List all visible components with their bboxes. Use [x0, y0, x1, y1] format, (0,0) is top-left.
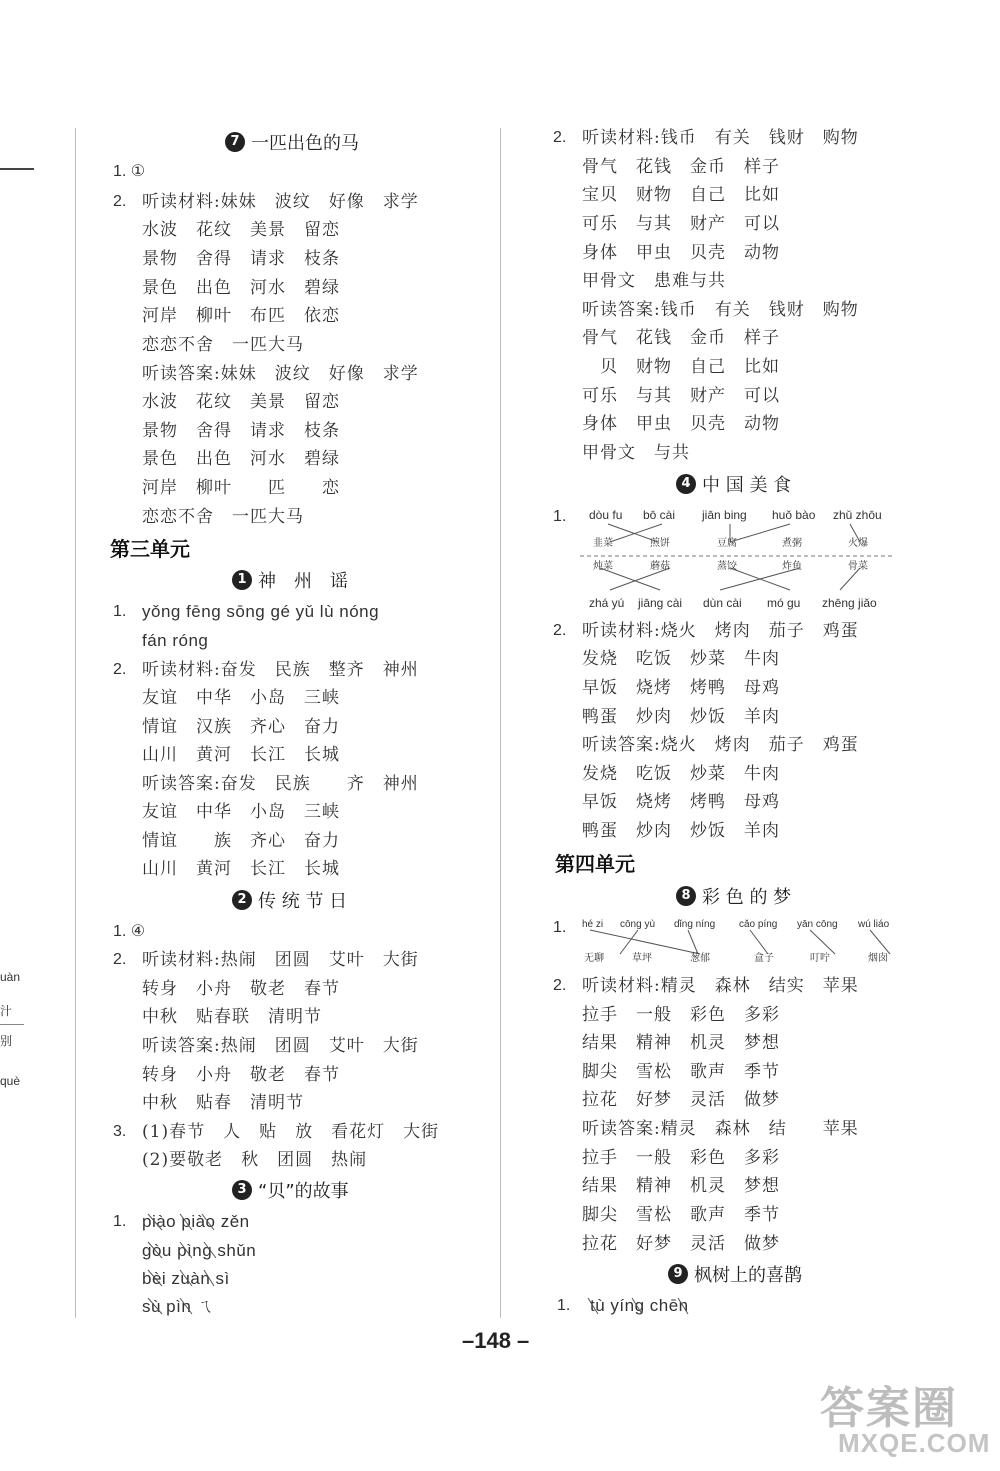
answer-line: 情谊 汉族 齐心 奋力 — [142, 717, 340, 737]
answer-line: 听读答案:烧火 烤肉 茄子 鸡蛋 — [582, 735, 859, 755]
pinyin-bottom: zhēng jiǎo — [822, 596, 877, 610]
pinyin-top: huǒ bào — [772, 508, 816, 522]
pinyin-correction-marks — [586, 1292, 726, 1320]
watermark-logo: 答案圈 — [820, 1383, 958, 1434]
answer-line: 友谊 中华 小岛 三峡 — [142, 688, 340, 708]
answer-line: 鸭蛋 炒肉 炒饭 羊肉 — [582, 821, 780, 841]
answer-line: 宝贝 财物 自己 比如 — [582, 185, 780, 205]
word-bottom: 草坪 — [632, 953, 652, 964]
section-title-3 — [232, 1180, 349, 1204]
pinyin-bottom: dùn cài — [703, 596, 742, 610]
word-top: 豆腐 — [717, 538, 737, 549]
edge-rule-mid — [0, 1024, 24, 1025]
answer-line: 水波 花纹 美景 留恋 — [142, 392, 340, 412]
section-title-text: 彩 色 的 梦 — [702, 887, 792, 908]
section-title-text: “贝”的故事 — [258, 1181, 349, 1202]
pinyin-top: wú liáo — [858, 919, 890, 930]
answer-line: 早饭 烧烤 烤鸭 母鸡 — [582, 792, 780, 812]
page-number: –148 – — [462, 1328, 530, 1353]
pinyin-answer: yǒng fēng sōng gé yǔ lù nóng — [142, 602, 380, 621]
item-number: 2. — [113, 951, 127, 968]
pinyin-bottom: jiāng cài — [638, 596, 683, 610]
word-bottom: 叮咛 — [810, 953, 830, 964]
matching-lines — [580, 928, 900, 960]
word-top: 煮粥 — [782, 538, 802, 549]
pinyin-top: dòu fu — [589, 508, 623, 522]
answer-line: 发烧 吃饭 炒菜 牛肉 — [582, 764, 780, 784]
answer-line: 听读答案:钱币 有关 钱财 购物 — [582, 300, 859, 320]
unit-heading: 第三单元 — [110, 537, 190, 561]
pinyin-answer: piào piào zěn — [142, 1212, 250, 1231]
answer-line: 可乐 与其 财产 可以 — [582, 386, 780, 406]
word-bottom: 葱郁 — [690, 953, 710, 964]
column-divider-center — [500, 128, 501, 1318]
item-number: 2. — [553, 622, 567, 639]
item-number: 3. — [113, 1123, 127, 1140]
answer-line: 早饭 烧烤 烤鸭 母鸡 — [582, 678, 780, 698]
section-title-1 — [232, 570, 348, 594]
answer-line: 听读材料:钱币 有关 钱财 购物 — [582, 128, 859, 148]
answer-line: 河岸 柳叶 布匹 依恋 — [142, 306, 340, 326]
section-number-badge: 4 — [676, 474, 696, 494]
item-number: 2. — [553, 977, 567, 994]
section-title-text: 一匹出色的马 — [251, 133, 359, 154]
answer-line: 听读答案:妹妹 波纹 好像 求学 — [142, 364, 419, 384]
pinyin-bottom: zhá yú — [589, 596, 625, 610]
word-bottom: 无聊 — [584, 953, 604, 964]
answer-line: 景色 出色 河水 碧绿 — [142, 278, 340, 298]
pinyin-top: hé zi — [582, 919, 604, 930]
answer-line: 转身 小舟 敬老 春节 — [142, 979, 340, 999]
section-title-7 — [225, 132, 359, 156]
answer-line: 贝 财物 自己 比如 — [582, 357, 780, 377]
section-number-badge: 2 — [232, 890, 252, 910]
pinyin-answer: tù yíng chēn — [590, 1296, 689, 1315]
answer-line: 景物 舍得 请求 枝条 — [142, 249, 340, 269]
answer-line: 景物 舍得 请求 枝条 — [142, 421, 340, 441]
section-number-badge: 3 — [232, 1180, 252, 1200]
answer-line: 拉花 好梦 灵活 做梦 — [582, 1090, 780, 1110]
pinyin-top: yān cōng — [797, 919, 838, 930]
edge-fragment-a: uàn — [0, 970, 21, 984]
word-bottom: 蘑菇 — [650, 561, 670, 572]
answer-line: 听读材料:妹妹 波纹 好像 求学 — [142, 192, 419, 212]
answer-line: 拉手 一般 彩色 多彩 — [582, 1148, 780, 1168]
pinyin-bottom: mó gu — [767, 596, 801, 610]
pinyin-top: jiān bing — [702, 508, 747, 522]
word-top: 火爆 — [848, 538, 868, 549]
unit-heading: 第四单元 — [555, 852, 635, 876]
answer-line: 听读材料:烧火 烤肉 茄子 鸡蛋 — [582, 621, 859, 641]
item-number: 1. — [553, 508, 567, 525]
answer-line: 脚尖 雪松 歌声 季节 — [582, 1062, 780, 1082]
answer-line: 结果 精神 机灵 梦想 — [582, 1176, 780, 1196]
pinyin-top: cōng yù — [620, 919, 656, 930]
answer-line: 可乐 与其 财产 可以 — [582, 214, 780, 234]
item-number: 1. — [553, 919, 567, 936]
column-divider-left — [75, 128, 76, 1318]
answer-line: 1. ① — [113, 163, 146, 180]
answer-line: 转身 小舟 敬老 春节 — [142, 1065, 340, 1085]
word-bottom: 炸鱼 — [782, 561, 802, 572]
answer-line: 拉花 好梦 灵活 做梦 — [582, 1234, 780, 1254]
item-number: 1. — [113, 603, 127, 620]
answer-line: 身体 甲虫 贝壳 动物 — [582, 414, 780, 434]
answer-line: 景色 出色 河水 碧绿 — [142, 449, 340, 469]
item-number: 2. — [113, 661, 127, 678]
edge-fragment-d: què — [0, 1074, 21, 1088]
word-bottom: 骨菜 — [848, 561, 868, 572]
section-title-2 — [232, 890, 347, 914]
answer-line: 友谊 中华 小岛 三峡 — [142, 802, 340, 822]
pinyin-answer: bèi zuàn sì — [142, 1269, 230, 1288]
item-number: 1. — [113, 1213, 127, 1230]
answer-line: 听读材料:热闹 团圆 艾叶 大街 — [142, 950, 419, 970]
pinyin-answer: fán róng — [142, 631, 209, 650]
answer-line: 拉手 一般 彩色 多彩 — [582, 1005, 780, 1025]
pinyin-answer: sù pìn ㄟ — [142, 1297, 215, 1316]
answer-line: 河岸 柳叶 匹 恋 — [142, 478, 340, 498]
answer-line: 甲骨文 与共 — [582, 443, 690, 463]
answer-line: 中秋 贴春联 清明节 — [142, 1007, 322, 1027]
matching-lines — [580, 518, 900, 598]
section-number-badge: 9 — [668, 1264, 688, 1284]
word-bottom: 烟囱 — [868, 953, 888, 964]
pinyin-top: cǎo píng — [739, 919, 778, 930]
section-number-badge: 8 — [676, 886, 696, 906]
answer-line: 骨气 花钱 金币 样子 — [582, 328, 780, 348]
answer-line: 听读答案:热闹 团圆 艾叶 大街 — [142, 1036, 419, 1056]
word-bottom: 盒子 — [754, 953, 774, 964]
word-top: 韭菜 — [593, 538, 613, 549]
answer-line: 听读材料:精灵 森林 结实 苹果 — [582, 976, 859, 996]
answer-line: 身体 甲虫 贝壳 动物 — [582, 243, 780, 263]
section-title-8 — [676, 886, 791, 910]
answer-line: 山川 黄河 长江 长城 — [142, 745, 340, 765]
answer-line: 情谊 族 齐心 奋力 — [142, 831, 340, 851]
answer-line: 发烧 吃饭 炒菜 牛肉 — [582, 649, 780, 669]
answer-line: 恋恋不舍 一匹大马 — [142, 335, 304, 355]
section-title-9 — [668, 1264, 802, 1288]
edge-fragment-c: 别 — [0, 1034, 13, 1048]
answer-line: 鸭蛋 炒肉 炒饭 羊肉 — [582, 707, 780, 727]
section-title-4 — [676, 474, 791, 498]
item-number: 1. — [557, 1297, 571, 1314]
answer-line: 听读答案:奋发 民族 齐 神州 — [142, 774, 419, 794]
answer-line: 听读材料:奋发 民族 整齐 神州 — [142, 660, 419, 680]
section-title-text: 中 国 美 食 — [702, 475, 792, 496]
word-bottom: 蒸饺 — [717, 561, 737, 572]
pinyin-top: dǐng níng — [674, 919, 716, 930]
answer-line: 结果 精神 机灵 梦想 — [582, 1033, 780, 1053]
answer-line: 山川 黄河 长江 长城 — [142, 859, 340, 879]
pinyin-answer: gòu pìng shǔn — [142, 1241, 257, 1260]
pinyin-correction-marks — [140, 1208, 280, 1320]
section-number-badge: 1 — [232, 570, 252, 590]
section-title-text: 神 州 谣 — [258, 571, 348, 592]
answer-line: 甲骨文 患难与共 — [582, 271, 726, 291]
pinyin-top: zhǔ zhōu — [833, 508, 882, 522]
section-title-text: 枫树上的喜鹊 — [694, 1265, 802, 1286]
answer-line: 水波 花纹 美景 留恋 — [142, 220, 340, 240]
edge-rule-top — [0, 168, 34, 170]
edge-fragment-b: 汁 — [0, 1004, 13, 1018]
item-number: 2. — [113, 193, 127, 210]
answer-line: (1)春节 人 贴 放 看花灯 大街 — [142, 1122, 440, 1142]
section-title-text: 传 统 节 日 — [258, 891, 348, 912]
item-number: 2. — [553, 129, 567, 146]
answer-line: 骨气 花钱 金币 样子 — [582, 157, 780, 177]
word-bottom: 炖菜 — [593, 561, 613, 572]
watermark-url: MXQE.COM — [838, 1428, 991, 1458]
answer-line: 恋恋不舍 一匹大马 — [142, 507, 304, 527]
pinyin-top: bō cài — [643, 508, 676, 522]
answer-line: 中秋 贴春 清明节 — [142, 1093, 304, 1113]
word-top: 煎饼 — [650, 538, 670, 549]
section-number-badge: 7 — [225, 132, 245, 152]
answer-line: (2)要敬老 秋 团圆 热闹 — [142, 1150, 368, 1170]
answer-line: 听读答案:精灵 森林 结 苹果 — [582, 1119, 859, 1139]
answer-line: 脚尖 雪松 歌声 季节 — [582, 1205, 780, 1225]
answer-line: 1. ④ — [113, 923, 146, 940]
